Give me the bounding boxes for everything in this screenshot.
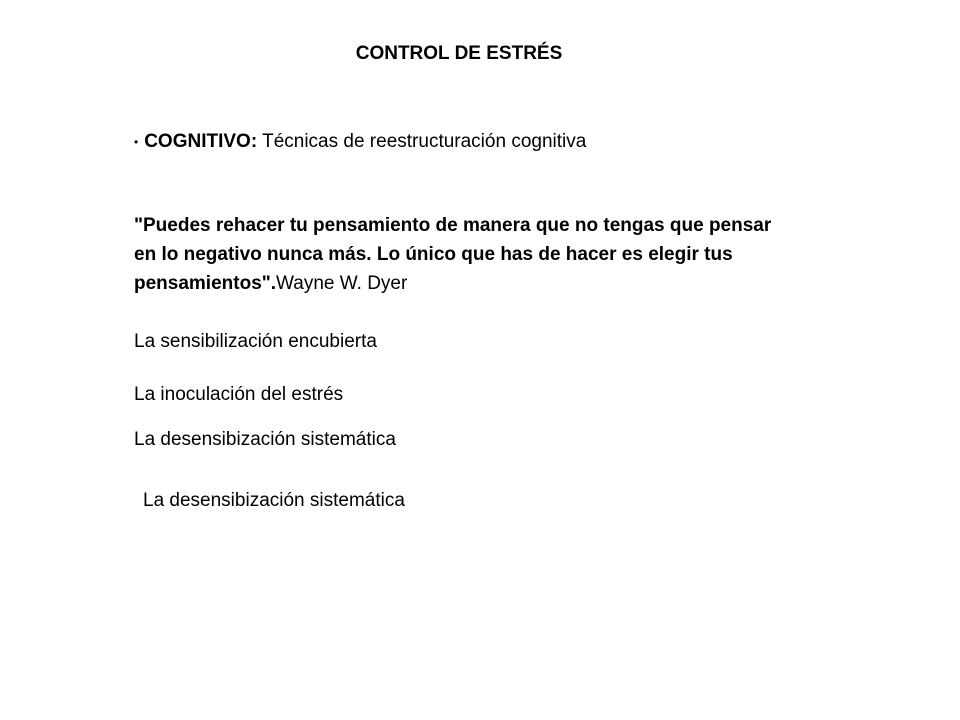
technique-item: La sensibilización encubierta [134,331,377,352]
technique-item: La inoculación del estrés [134,384,344,405]
quote-author: Wayne W. Dyer [276,273,408,294]
quote-text: "Puedes rehacer tu pensamiento de manera que no tengas que pensar en lo negativo nunca más. Lo único que has de hacer es elegir tus pensamientos". [134,215,772,294]
bullet-text: Técnicas de reestructuración cognitiva [257,131,587,153]
technique-item: La desensibización sistemática [134,429,396,450]
quote-block [134,211,774,298]
bullet-cognitivo [134,128,586,156]
bullet-label: COGNITIVO: [144,131,258,153]
bullet-marker: • [134,135,139,149]
slide-title: CONTROL DE ESTRÉS [355,43,563,64]
technique-item: La desensibización sistemática [143,490,405,511]
